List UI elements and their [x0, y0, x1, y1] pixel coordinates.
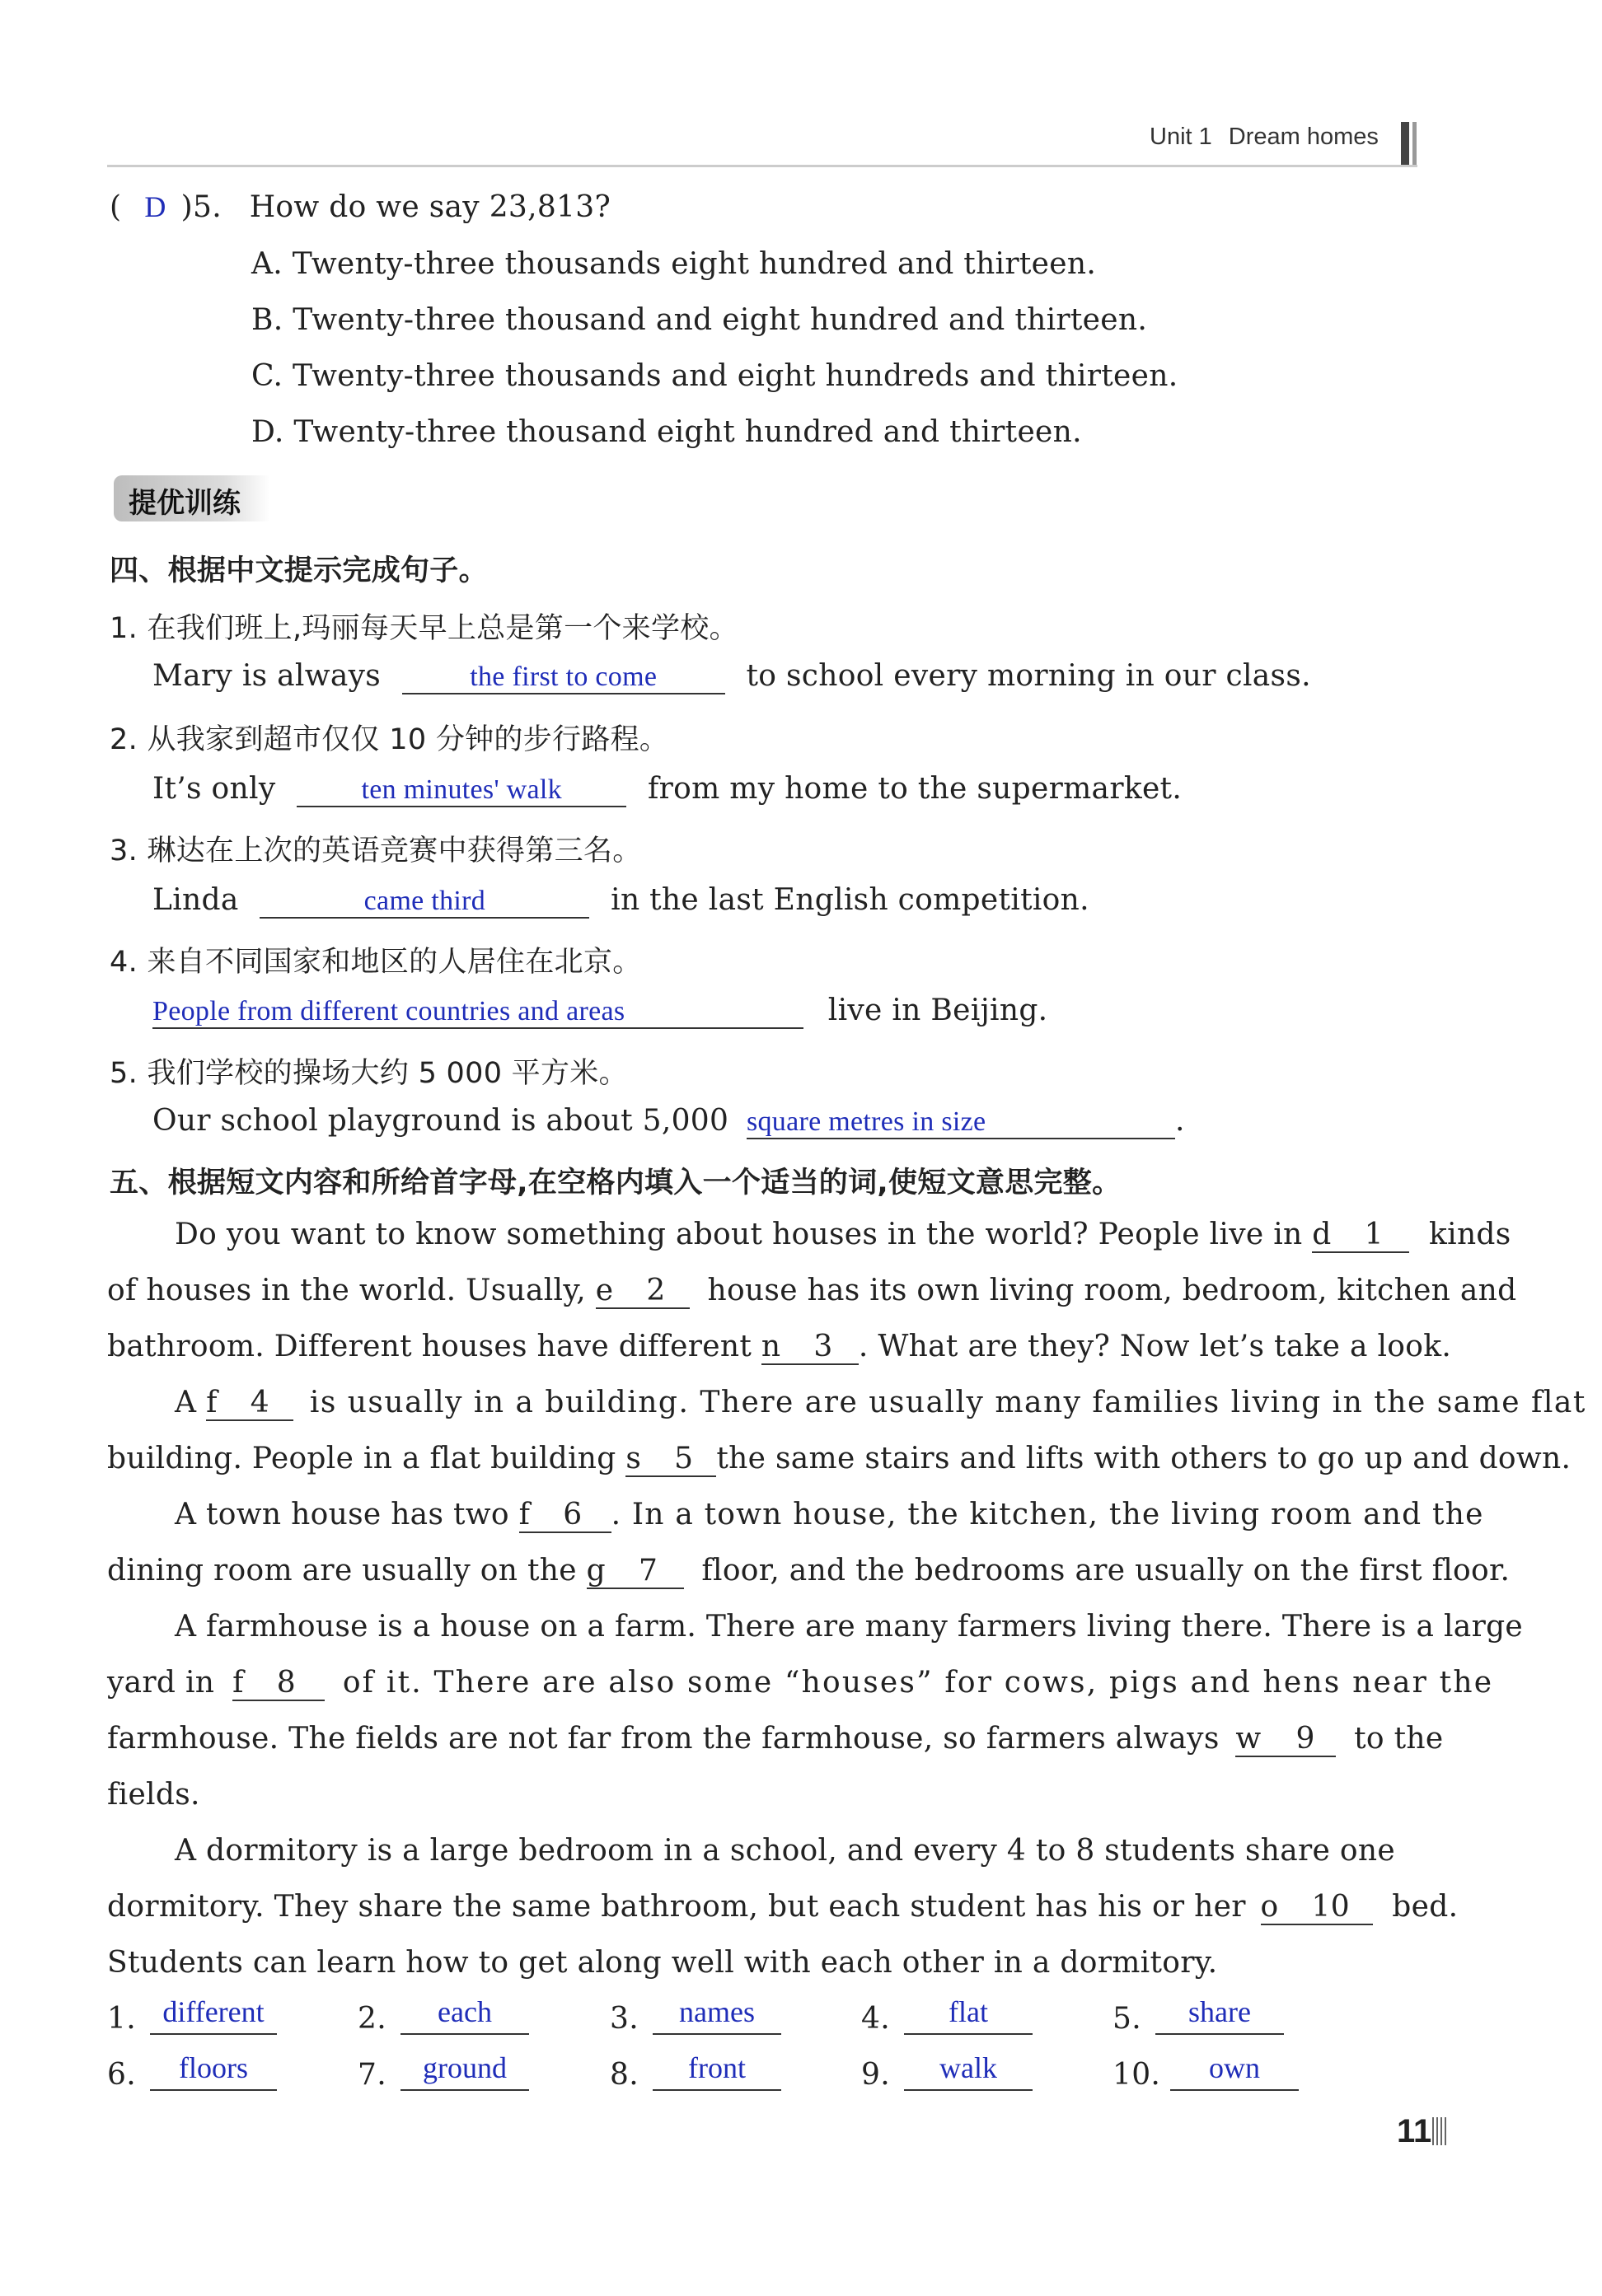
p4-item2-en: It’s only ten minutes' walk from my home to the supermarket. [152, 772, 1183, 806]
p4-item5-blank[interactable]: square metres in size [747, 1104, 1175, 1139]
answer-num-3: 3. [610, 2002, 639, 2036]
q5-answer: D [144, 190, 166, 223]
blank-1[interactable]: d 1 [1312, 1218, 1409, 1253]
answer-9[interactable]: walk [904, 2051, 1033, 2091]
p4-item1-cn: 1. 在我们班上,玛丽每天早上总是第一个来学校。 [110, 612, 738, 645]
blank-8[interactable]: f 8 [232, 1666, 325, 1701]
answer-num-9: 9. [861, 2058, 890, 2092]
p4-item3-en: Linda came third in the last English competition. [152, 883, 1089, 917]
q5-option-b: B. Twenty-three thousand and eight hundred and thirteen. [251, 303, 1148, 337]
p4-item4-blank[interactable]: People from different countries and areas [152, 994, 803, 1029]
section-tag: 提优训练 [114, 475, 270, 521]
answer-num-5: 5. [1112, 2002, 1141, 2036]
answer-4[interactable]: flat [904, 1995, 1033, 2035]
p4-item2-cn: 2. 从我家到超市仅仅 10 分钟的步行路程。 [110, 723, 669, 756]
p5-para3-line2: dining room are usually on the g 7 floor, and the bedrooms are usually on the first floor. [107, 1554, 1511, 1588]
q5-option-d: D. Twenty-three thousand eight hundred and thirteen. [251, 415, 1082, 449]
p4-item2-blank[interactable]: ten minutes' walk [297, 772, 626, 807]
p5-para1-line3: bathroom. Different houses have different n 3 . What are they? Now let’s take a look. [107, 1330, 1452, 1363]
blank-5[interactable]: s 5 [625, 1442, 716, 1477]
blank-9[interactable]: w 9 [1235, 1722, 1336, 1757]
q5-question: ( D )5. How do we say 23,813? [110, 190, 611, 224]
p4-item5-cn: 5. 我们学校的操场大约 5 000 平方米。 [110, 1057, 628, 1090]
p4-item3-blank[interactable]: came third [260, 883, 589, 919]
page-number: 11 [1397, 2113, 1432, 2149]
blank-2[interactable]: e 2 [596, 1274, 690, 1309]
header-bar-light [1412, 122, 1417, 165]
p5-para4-line2: yard in f 8 of it. There are also some “houses” for cows, pigs and hens near the [107, 1666, 1494, 1700]
p4-item4-en: People from different countries and areas live in Beijing. [152, 994, 1048, 1027]
page-number-decoration [1432, 2117, 1447, 2145]
part4-title: 四、根据中文提示完成句子。 [110, 554, 488, 587]
answer-5[interactable]: share [1155, 1995, 1284, 2035]
p5-para4-line4: fields. [107, 1778, 200, 1812]
blank-4[interactable]: f 4 [206, 1386, 293, 1421]
blank-6[interactable]: f 6 [519, 1498, 611, 1533]
blank-10[interactable]: o 10 [1261, 1890, 1373, 1925]
p5-para2-line1: A f 4 is usually in a building. There are usually many families living in the same flat [175, 1386, 1586, 1419]
header-rule [107, 165, 1417, 167]
answer-7[interactable]: ground [400, 2051, 529, 2091]
p5-para4-line3: farmhouse. The fields are not far from the farmhouse, so farmers always w 9 to the [107, 1722, 1444, 1756]
p4-item4-cn: 4. 来自不同国家和地区的人居住在北京。 [110, 946, 642, 979]
unit-label: Unit 1 [1150, 124, 1212, 150]
answer-8[interactable]: front [653, 2051, 781, 2091]
p5-para4-line1: A farmhouse is a house on a farm. There are many farmers living there. There is a large [175, 1610, 1524, 1644]
p5-para5-line1: A dormitory is a large bedroom in a school, and every 4 to 8 students share one [175, 1834, 1395, 1868]
answer-6[interactable]: floors [150, 2051, 277, 2091]
unit-title: Dream homes [1228, 124, 1379, 150]
answer-num-4: 4. [861, 2002, 890, 2036]
p5-para5-line2: dormitory. They share the same bathroom, but each student has his or her o 10 bed. [107, 1890, 1459, 1924]
q5-option-c: C. Twenty-three thousands and eight hundreds and thirteen. [251, 359, 1178, 393]
q5-option-a: A. Twenty-three thousands eight hundred and thirteen. [251, 247, 1097, 281]
p4-item1-blank[interactable]: the first to come [402, 659, 725, 694]
answer-3[interactable]: names [653, 1995, 781, 2035]
p4-item1-en: Mary is always the first to come to school every morning in our class. [152, 659, 1311, 693]
p5-para2-line2: building. People in a flat building s 5 the same stairs and lifts with others to go up and down. [107, 1442, 1572, 1475]
blank-7[interactable]: g 7 [587, 1554, 684, 1589]
p4-item5-en: Our school playground is about 5,000 square metres in size . [152, 1104, 1185, 1138]
answer-1[interactable]: different [150, 1995, 277, 2035]
header-bar [1401, 122, 1409, 165]
answer-num-7: 7. [358, 2058, 386, 2092]
answer-num-2: 2. [358, 2002, 386, 2036]
p4-item3-cn: 3. 琳达在上次的英语竞赛中获得第三名。 [110, 835, 642, 867]
part5-title: 五、根据短文内容和所给首字母,在空格内填入一个适当的词,使短文意思完整。 [110, 1167, 1122, 1199]
running-header [1150, 124, 1395, 151]
p5-para3-line1: A town house has two f 6 . In a town house, the kitchen, the living room and the [175, 1498, 1484, 1531]
p5-para5-line3: Students can learn how to get along well with each other in a dormitory. [107, 1946, 1218, 1980]
answer-2[interactable]: each [400, 1995, 529, 2035]
answer-num-1: 1. [107, 2002, 136, 2036]
blank-3[interactable]: n 3 [761, 1330, 859, 1365]
answer-num-8: 8. [610, 2058, 639, 2092]
p5-para1-line1: Do you want to know something about houses in the world? People live in d 1 kinds [175, 1218, 1511, 1251]
answer-10[interactable]: own [1170, 2051, 1299, 2091]
p5-para1-line2: of houses in the world. Usually, e 2 house has its own living room, bedroom, kitchen and [107, 1274, 1517, 1307]
answer-num-6: 6. [107, 2058, 136, 2092]
answer-num-10: 10. [1112, 2058, 1161, 2092]
